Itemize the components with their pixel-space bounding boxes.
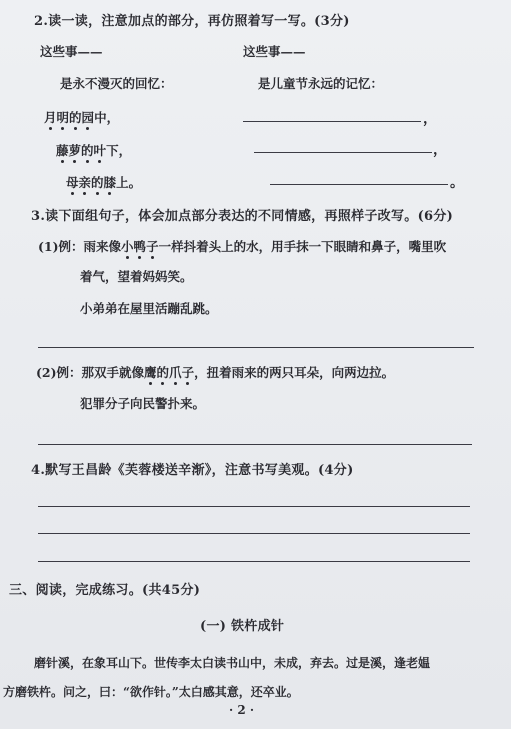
- q4-answer-line-1[interactable]: [38, 506, 470, 507]
- q3-title: 3.读下面组句子，体会加点部分表达的不同情感，再照样子改写。(6分): [31, 209, 454, 224]
- q3-ex1-line2: 着气，望着妈妈笑。: [80, 269, 193, 284]
- q3-ex1-task: 小弟弟在屋里活蹦乱跳。: [80, 301, 218, 316]
- passage-line-2: 方磨铁杵。问之，曰：“欲作针。”太白感其意，还卒业。: [3, 685, 299, 699]
- q4-answer-line-3[interactable]: [38, 561, 470, 562]
- q3-ex2-pre: (2)例：那双手就像: [36, 365, 145, 380]
- q2-left-sub: 是永不漫灭的回忆：: [60, 76, 173, 91]
- q3-ex1-pre: (1)例：雨来像: [38, 239, 122, 254]
- page-number: · 2 ·: [229, 703, 255, 717]
- passage-line-1: 磨针溪，在象耳山下。世传李太白读书山中，未成，弃去。过是溪，逢老媪: [34, 656, 431, 670]
- q2-answer-line-1[interactable]: [243, 121, 421, 122]
- q3-ex1-post: 一样抖着头上的水，用手抹一下眼睛和鼻子，嘴里吹: [158, 239, 447, 254]
- q2-line2: 藤萝的叶下，: [56, 143, 132, 158]
- q2-line1: 月明的园中，: [44, 110, 120, 125]
- q2-comma-2: ，: [433, 142, 447, 158]
- q2-comma-1: ，: [423, 111, 437, 127]
- passage-title: (一) 铁杵成针: [200, 619, 285, 634]
- q3-ex2-post: ，扭着雨来的两只耳朵，向两边拉。: [194, 365, 395, 380]
- q3-ex1-line1: [38, 237, 446, 255]
- q3-answer-line-1[interactable]: [38, 347, 474, 348]
- q3-ex1-dotted: 小鸭子: [121, 239, 159, 254]
- section3-title: 三、阅读，完成练习。(共45分): [9, 583, 201, 598]
- q4-answer-line-2[interactable]: [38, 533, 470, 534]
- q3-answer-line-2[interactable]: [38, 444, 472, 445]
- q2-title: 2.读一读，注意加点的部分，再仿照着写一写。(3分): [34, 14, 350, 29]
- q4-title: 4.默写王昌龄《芙蓉楼送辛渐》，注意书写美观。(4分): [31, 463, 354, 478]
- q2-period-3: 。: [450, 175, 464, 191]
- q2-left-head: 这些事——: [40, 44, 103, 59]
- q2-right-head: 这些事——: [243, 44, 306, 59]
- q3-ex2-task: 犯罪分子向民警扑来。: [80, 396, 206, 411]
- q3-ex2-line: [36, 363, 394, 381]
- q2-answer-line-2[interactable]: [254, 152, 432, 153]
- q3-ex2-dotted: 鹰的爪子: [144, 365, 195, 380]
- q2-line3: 母亲的膝上。: [66, 175, 142, 190]
- q2-answer-line-3[interactable]: [270, 184, 448, 185]
- q2-right-sub: 是儿童节永远的记忆：: [258, 76, 384, 91]
